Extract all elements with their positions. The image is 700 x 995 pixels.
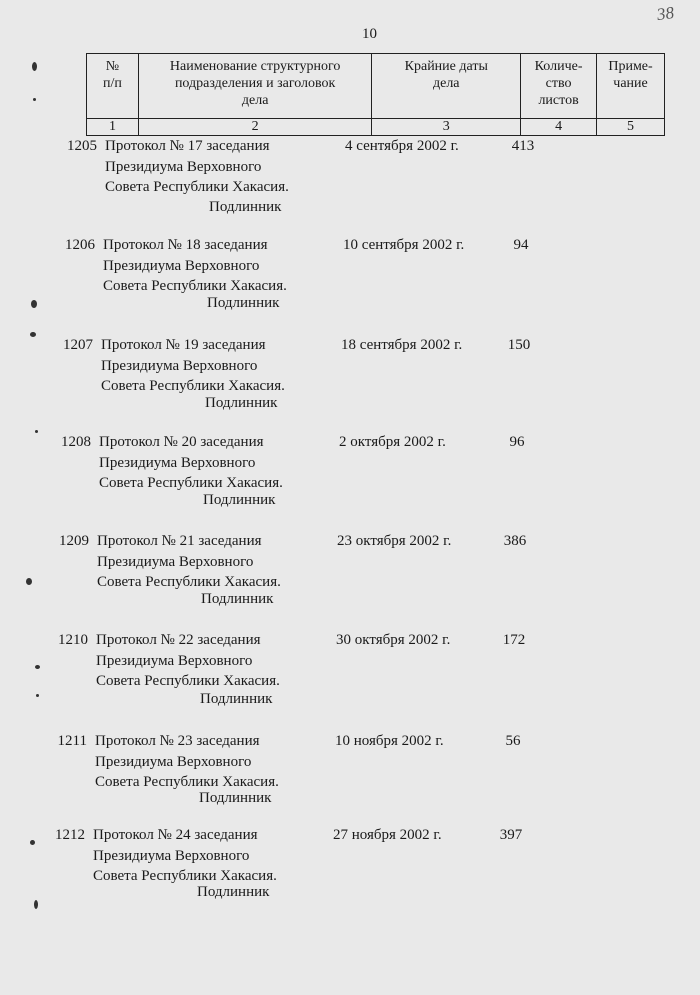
scan-speck [30, 332, 36, 337]
header-line: п/п [103, 76, 122, 91]
entry-original-mark: Подлинник [200, 691, 273, 707]
entry-number: 1207 [63, 337, 93, 353]
entry-title-line: Президиума Верховного [96, 652, 253, 669]
entry-title-line: Президиума Верховного [105, 158, 262, 175]
entry-title [99, 432, 309, 494]
entry-original-mark: Подлинник [201, 591, 274, 607]
header-row [87, 54, 665, 119]
entry-title-line: Президиума Верховного [101, 357, 258, 374]
entry-dates: 18 сентября 2002 г. [341, 337, 463, 353]
handwritten-sheet-number: 38 [655, 2, 676, 25]
entry-title [101, 335, 311, 397]
entry-sheet-count: 386 [503, 533, 527, 549]
scan-speck [32, 62, 37, 71]
entry-title [96, 630, 306, 692]
scan-speck [35, 430, 38, 433]
header-col-title [138, 54, 372, 119]
entry-title-line: Протокол № 22 заседания [96, 632, 261, 648]
entry-title-line: Совета Республики Хакасия. [97, 574, 281, 590]
entry-number: 1212 [55, 827, 85, 843]
entry-title [103, 235, 313, 297]
header-line: листов [538, 93, 579, 108]
entry-title-line: Президиума Верховного [93, 847, 250, 864]
header-line: дела [432, 76, 460, 91]
entry-sheet-count: 150 [507, 337, 531, 353]
column-number-row [87, 119, 665, 136]
entry-title [93, 825, 303, 887]
entry-title-line: Совета Республики Хакасия. [99, 475, 283, 491]
header-col-note [597, 54, 665, 119]
scan-speck [34, 900, 38, 909]
entry-title-line: Протокол № 20 заседания [99, 434, 264, 450]
header-col-number [87, 54, 139, 119]
entry-dates: 30 октября 2002 г. [336, 632, 451, 648]
entry-sheet-count: 397 [499, 827, 523, 843]
entry-number: 1205 [67, 138, 97, 154]
header-col-dates [372, 54, 521, 119]
entry-sheet-count: 96 [509, 434, 525, 450]
header-line: № [105, 59, 120, 74]
entry-title-line: Совета Республики Хакасия. [93, 868, 277, 884]
entry-original-mark: Подлинник [199, 790, 272, 806]
entry-number: 1211 [57, 733, 87, 749]
entry-number: 1210 [58, 632, 88, 648]
entry-dates: 10 ноября 2002 г. [335, 733, 444, 749]
entry-title-line: Протокол № 23 заседания [95, 733, 260, 749]
entry-title-line: Совета Республики Хакасия. [101, 378, 285, 394]
entry-dates: 23 октября 2002 г. [337, 533, 452, 549]
entry-number: 1206 [65, 237, 95, 253]
entry-title-line: Совета Республики Хакасия. [95, 774, 279, 790]
column-number: 2 [138, 119, 372, 136]
column-number: 3 [372, 119, 521, 136]
header-col-sheets [521, 54, 597, 119]
header-line: ство [545, 76, 572, 91]
entry-sheet-count: 413 [511, 138, 535, 154]
entry-title-line: Протокол № 21 заседания [97, 533, 262, 549]
header-line: Крайние даты [404, 59, 488, 74]
column-number: 5 [597, 119, 665, 136]
entry-original-mark: Подлинник [203, 492, 276, 508]
scan-speck [26, 578, 32, 585]
entry-title-line: Президиума Верховного [97, 553, 254, 570]
entry-sheet-count: 172 [502, 632, 526, 648]
entry-dates: 2 октября 2002 г. [339, 434, 446, 450]
entry-title-line: Президиума Верховного [99, 454, 256, 471]
header-line: Наименование структурного [169, 59, 341, 74]
entry-sheet-count: 94 [513, 237, 529, 253]
entry-original-mark: Подлинник [207, 295, 280, 311]
entry-title-line: Протокол № 19 заседания [101, 337, 266, 353]
column-number: 1 [87, 119, 139, 136]
entry-number: 1209 [59, 533, 89, 549]
entry-dates: 10 сентября 2002 г. [343, 237, 465, 253]
entry-title [105, 136, 315, 198]
entry-dates: 27 ноября 2002 г. [333, 827, 442, 843]
entry-title-line: Совета Республики Хакасия. [105, 179, 289, 195]
header-line: подразделения и заголовок [174, 76, 336, 91]
entry-sheet-count: 56 [505, 733, 521, 749]
entry-title [97, 531, 307, 593]
entry-title-line: Президиума Верховного [95, 753, 252, 770]
header-line: чание [613, 76, 648, 91]
scan-speck [36, 694, 39, 697]
entry-original-mark: Подлинник [209, 199, 282, 215]
entry-original-mark: Подлинник [205, 395, 278, 411]
entry-title-line: Совета Республики Хакасия. [96, 673, 280, 689]
entry-title-line: Протокол № 24 заседания [93, 827, 258, 843]
scan-speck [31, 300, 37, 308]
header-line: Количе- [534, 59, 583, 74]
page-number: 10 [362, 26, 377, 42]
entry-title-line: Протокол № 18 заседания [103, 237, 268, 253]
entry-dates: 4 сентября 2002 г. [345, 138, 459, 154]
header-line: Приме- [608, 59, 653, 74]
entry-title-line: Протокол № 17 заседания [105, 138, 270, 154]
entry-number: 1208 [61, 434, 91, 450]
column-number: 4 [521, 119, 597, 136]
entry-original-mark: Подлинник [197, 884, 270, 900]
entry-title [95, 731, 305, 793]
scan-speck [30, 840, 35, 845]
header-line: дела [241, 93, 269, 108]
entry-title-line: Президиума Верховного [103, 257, 260, 274]
inventory-table-header [86, 53, 665, 136]
scan-speck [35, 665, 40, 669]
scan-speck [33, 98, 36, 101]
entry-title-line: Совета Республики Хакасия. [103, 278, 287, 294]
